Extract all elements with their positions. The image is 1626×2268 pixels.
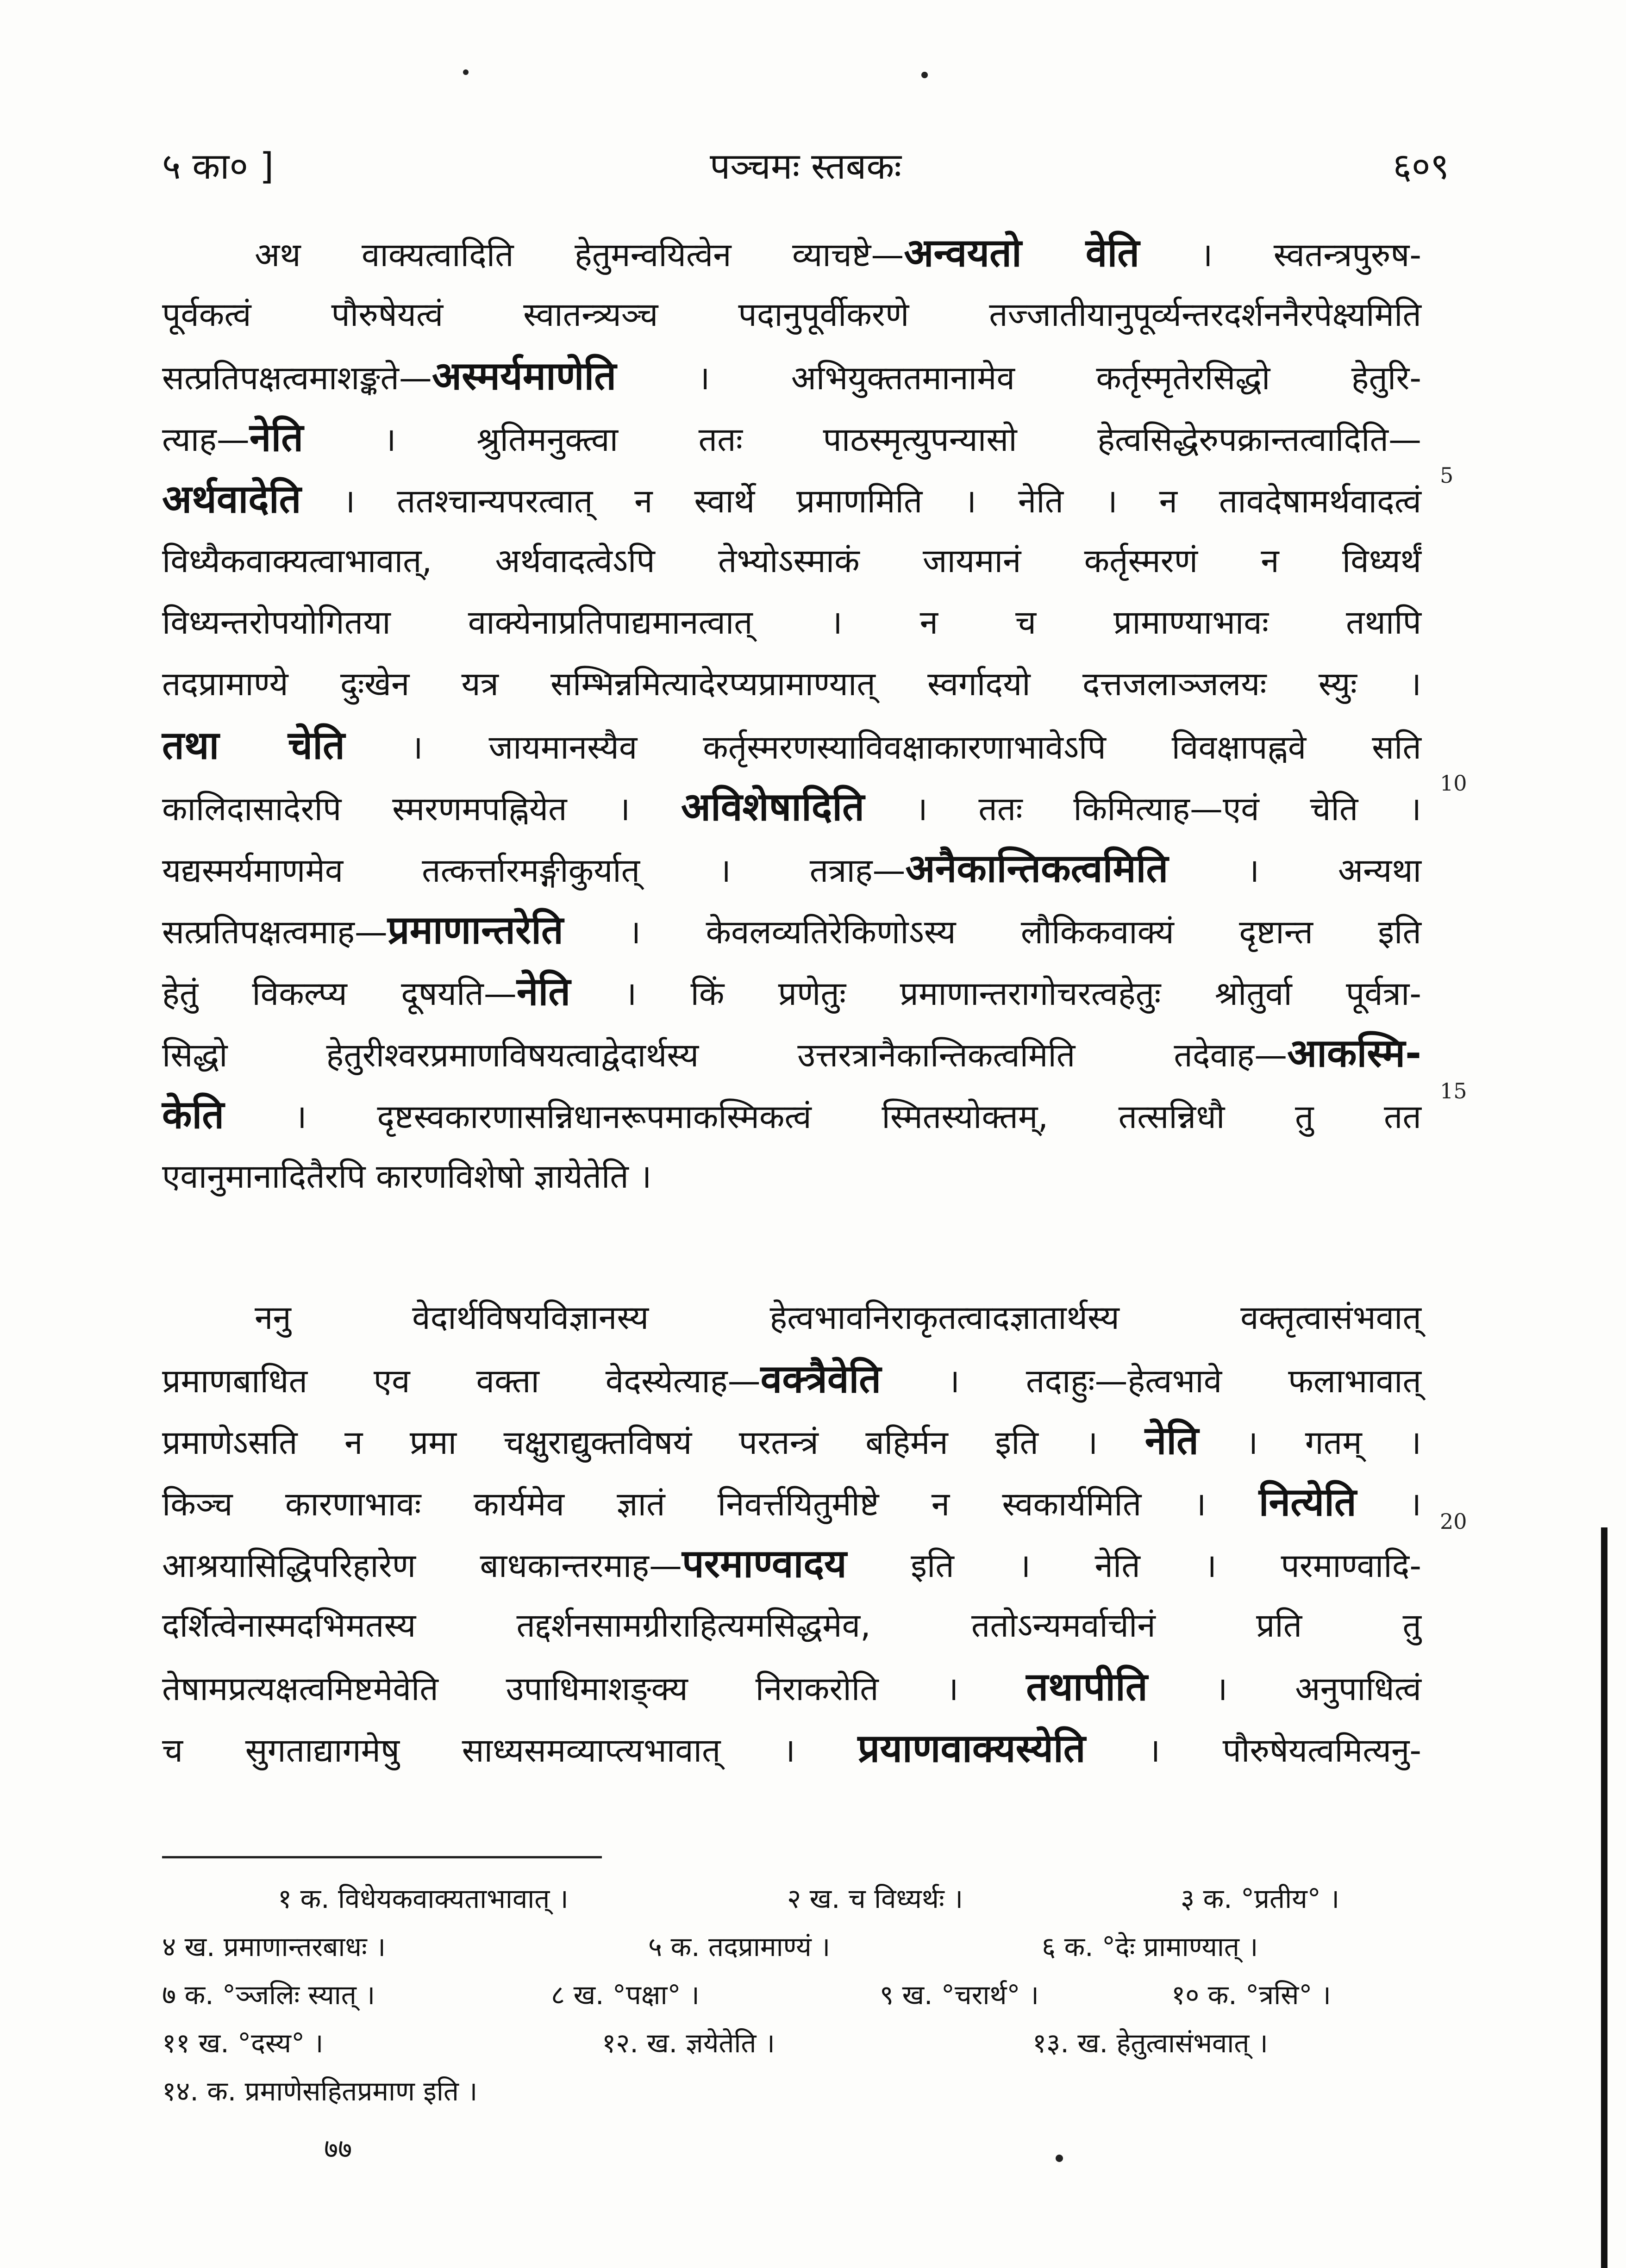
text-line: सिद्धो हेतुरीश्वरप्रमाणविषयत्वाद्वेदार्थस्य उत्तरत्रानैकान्तिकत्वमिति तदेवाह—आकस्मि- — [162, 1030, 1421, 1076]
signature-mark: ७७ — [324, 2133, 352, 2164]
page-edge-shadow — [1601, 1527, 1607, 2268]
footnote: १४. क. प्रमाणेसहितप्रमाण इति । — [162, 2075, 478, 2107]
footnote-rule — [162, 1856, 602, 1858]
line-number: 15 — [1440, 1078, 1467, 1103]
text-line: तेषामप्रत्यक्षत्वमिष्टमेवेति उपाधिमाशङ्क्य निराकरोति । तथापीति । अनुपाधित्वं — [162, 1664, 1421, 1709]
footnote: ४ ख. प्रमाणान्तरबाधः । — [162, 1931, 386, 1963]
speck — [921, 72, 928, 78]
text-line: कालिदासादेरपि स्मरणमपह्नियेत । अविशेषादिति । ततः किमित्याह—एवं चेति । — [162, 784, 1422, 829]
text-line: च सुगताद्यागमेषु साध्यसमव्याप्त्यभावात् । प्रयाणवाक्यस्येति । पौरुषेयत्वमित्यनु- — [162, 1726, 1421, 1771]
paragraph-2 — [162, 1287, 1421, 1779]
footnotes — [162, 1875, 1421, 2115]
footnote: ३ क. °प्रतीय° । — [1181, 1883, 1340, 1914]
footnote: ८ ख. °पक्षा° । — [551, 1979, 700, 2011]
line-number: 20 — [1440, 1509, 1467, 1534]
text-line: प्रमाणेऽसति न प्रमा चक्षुराद्युक्तविषयं परतन्त्रं बहिर्मन इति । नेति । गतम् । — [162, 1418, 1421, 1463]
footnote: १० क. °त्रसि° । — [1171, 1979, 1331, 2011]
text-line: विध्यन्तरोपयोगितया वाक्येनाप्रतिपाद्यमानत्वात् । न च प्रामाण्याभावः तथापि — [162, 603, 1421, 642]
footnote: ७ क. °ञ्जलिः स्यात् । — [162, 1979, 375, 2011]
footnote-row — [162, 1875, 1421, 1923]
page-number: ६०९ — [1393, 146, 1449, 187]
text-line: अर्थवादेति । ततश्चान्यपरत्वात् न स्वार्थे प्रमाणमिति । नेति । न तावदेषामर्थवादत्वं — [162, 476, 1421, 522]
text-line: सत्प्रतिपक्षत्वमाशङ्कते—अस्मर्यमाणेति । अभियुक्ततमानामेव कर्तृस्मृतेरसिद्धो हेतुरि- — [162, 353, 1421, 399]
running-header — [162, 139, 1449, 194]
footnote-row — [162, 1971, 1421, 2019]
footnote-row — [162, 1923, 1421, 1971]
speck — [463, 69, 469, 75]
text-line: एवानुमानादितैरपि कारणविशेषो ज्ञायेतेति । — [162, 1157, 652, 1196]
text-line: हेतुं विकल्प्य दूषयति—नेति । किं प्रणेतुः प्रमाणान्तरागोचरत्वहेतुः श्रोतुर्वा पूर्वत्रा- — [162, 969, 1421, 1014]
footnote: २ ख. च विध्यर्थः । — [787, 1883, 963, 1914]
footnote-row — [162, 2019, 1421, 2067]
text-line: केति । दृष्टस्वकारणासन्निधानरूपमाकस्मिकत्वं स्मितस्योक्तम्, तत्सन्निधौ तु तत — [162, 1092, 1421, 1137]
speck — [1056, 2155, 1063, 2162]
text-line: विध्यैकवाक्यत्वाभावात्, अर्थवादत्वेऽपि तेभ्योऽस्माकं जायमानं कर्तृस्मरणं न विध्यर्थं — [162, 542, 1421, 580]
paragraph-1 — [162, 222, 1421, 1207]
text-line: ननु वेदार्थविषयविज्ञानस्य हेत्वभावनिराकृतत्वादज्ञातार्थस्य वक्तृत्वासंभवात् — [255, 1298, 1421, 1337]
text-line: दर्शित्वेनास्मदभिमतस्य तद्दर्शनसामग्रीराहित्यमसिद्धमेव, ततोऽन्यमर्वाचीनं प्रति तु — [162, 1606, 1421, 1645]
footnote: ११ ख. °दस्य° । — [162, 2027, 324, 2059]
text-line: त्याह—नेति । श्रुतिमनुक्त्वा ततः पाठस्मृत्युपन्यासो हेत्वसिद्धेरुपक्रान्तत्वादिति— — [162, 415, 1421, 460]
footnote: १२. ख. ज्ञयेतेति । — [602, 2027, 775, 2059]
footnote: ९ ख. °चरार्थ° । — [880, 1979, 1039, 2011]
footnote: १३. ख. हेतुत्वासंभवात् । — [1032, 2027, 1268, 2059]
footnote-row — [162, 2067, 1421, 2115]
footnote: ५ क. तदप्रामाण्यं । — [648, 1931, 831, 1963]
text-line: आश्रयासिद्धिपरिहारेण बाधकान्तरमाह—परमाण्वादय इति । नेति । परमाण्वादि- — [162, 1541, 1421, 1586]
text-line: तथा चेति । जायमानस्यैव कर्तृस्मरणस्याविवक्षाकारणाभावेऽपि विवक्षापह्नवे सति — [162, 723, 1421, 768]
text-line: किञ्च कारणाभावः कार्यमेव ज्ञातं निवर्त्तयितुमीष्टे न स्वकार्यमिति । नित्येति । — [162, 1479, 1421, 1525]
text-line: पूर्वकत्वं पौरुषेयत्वं स्वातन्त्र्यञ्च पदानुपूर्वीकरणे तज्जातीयानुपूर्व्यन्तरदर्शननैरपेक्ष्यमिति — [162, 295, 1421, 334]
header-title: पञ्चमः स्तबकः — [709, 146, 901, 187]
line-number: 5 — [1440, 463, 1454, 488]
footnote: ६ क. °देः प्रामाण्यात् । — [1042, 1931, 1258, 1963]
text-line: यद्यस्मर्यमाणमेव तत्कर्त्तारमङ्गीकुर्यात् । तत्राह—अनैकान्तिकत्वमिति । अन्यथा — [162, 846, 1422, 891]
text-line: तदप्रामाण्ये दुःखेन यत्र सम्भिन्नमित्यादेरप्यप्रामाण्यात् स्वर्गादयो दत्तजलाञ्जलयः स्युः । — [162, 665, 1421, 703]
text-line: अथ वाक्यत्वादिति हेतुमन्वयित्वेन व्याचष्टे—अन्वयतो वेति । स्वतन्त्रपुरुष- — [255, 230, 1421, 275]
header-left: ५ का० ] — [162, 146, 274, 187]
text-line: सत्प्रतिपक्षत्वमाह—प्रमाणान्तरेति । केवलव्यतिरेकिणोऽस्य लौकिकवाक्यं दृष्टान्त इति — [162, 907, 1421, 953]
text-line: प्रमाणबाधित एव वक्ता वेदस्येत्याह—वक्त्रैवेति । तदाहुः—हेत्वभावे फलाभावात् — [162, 1356, 1421, 1402]
footnote: १ क. विधेयकवाक्यताभावात् । — [278, 1883, 569, 1914]
line-number: 10 — [1440, 771, 1467, 796]
